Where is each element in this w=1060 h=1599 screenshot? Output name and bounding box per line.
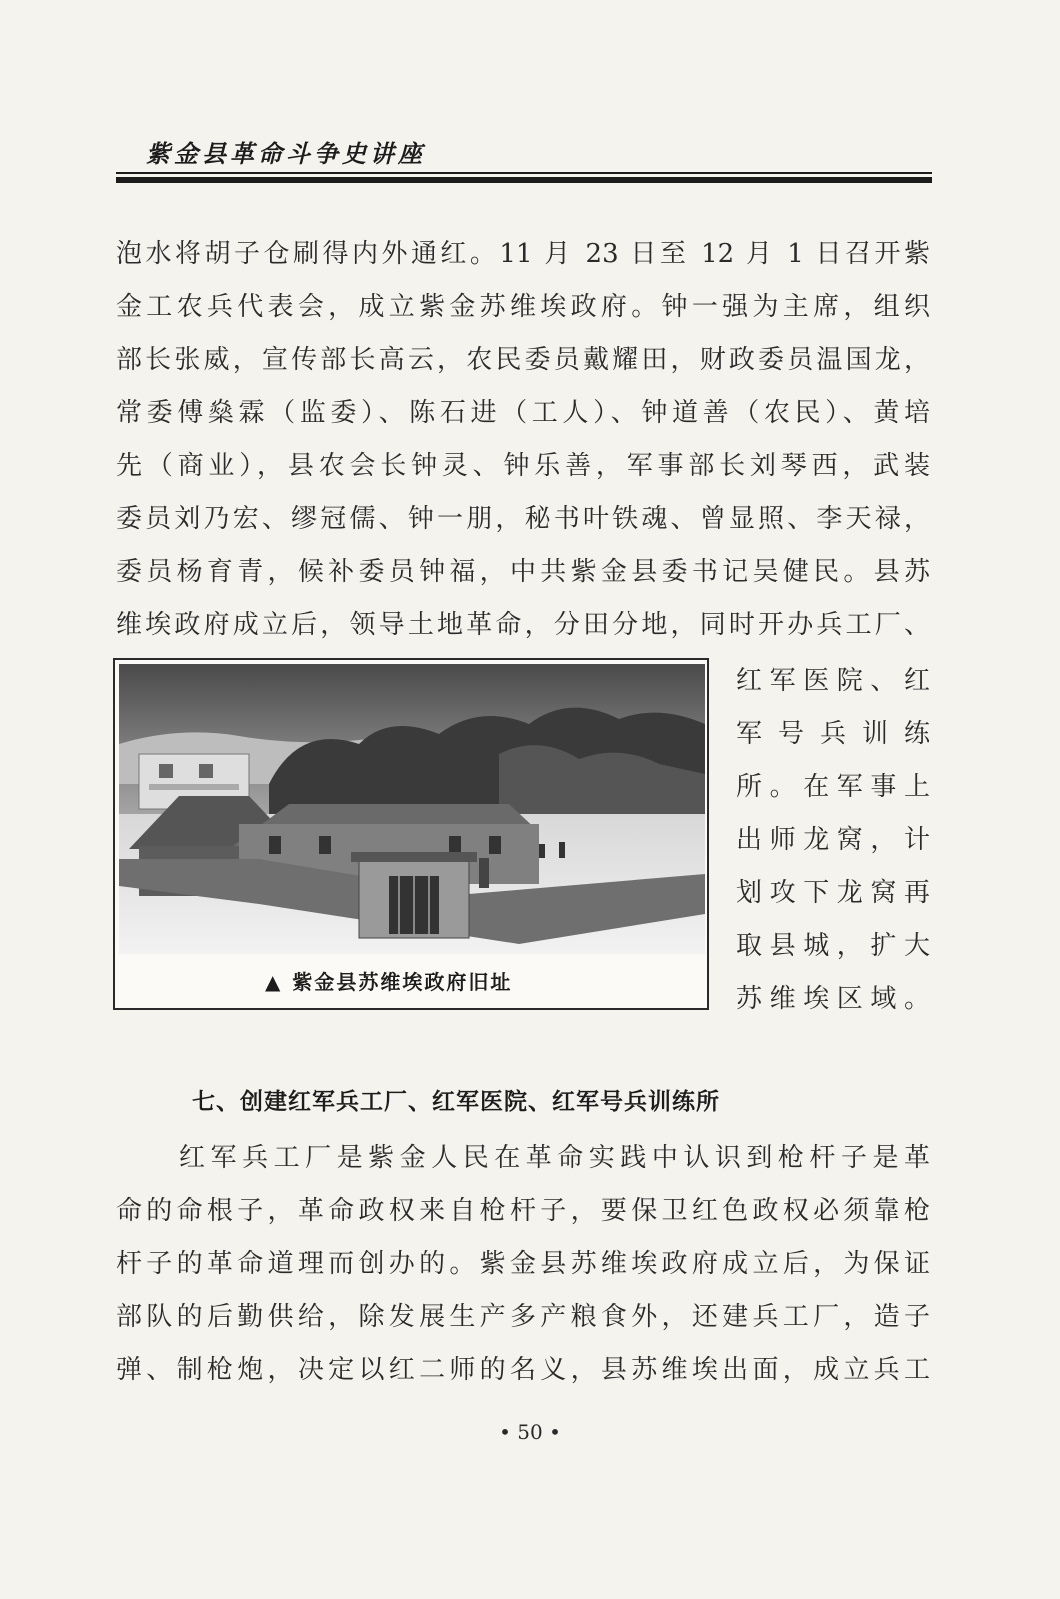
text-line: 金工农兵代表会，成立紫金苏维埃政府。钟一强为主席，组织 — [116, 292, 930, 322]
text-line: 弹、制枪炮，决定以红二师的名义，县苏维埃出面，成立兵工 — [116, 1355, 930, 1385]
text-line: 划攻下龙窝再 — [736, 878, 930, 908]
figure — [113, 658, 709, 1010]
text-line: 红军兵工厂是紫金人民在革命实践中认识到枪杆子是革 — [116, 1143, 930, 1173]
body-paragraph-1 — [116, 228, 930, 652]
header-rule-thin — [116, 172, 932, 174]
text-line: 常委傅燊霖（监委）、陈石进（工人）、钟道善（农民）、黄培 — [116, 398, 930, 428]
text-line: 部长张威，宣传部长高云，农民委员戴耀田，财政委员温国龙， — [116, 345, 930, 375]
caption-text: 紫金县苏维埃政府旧址 — [292, 970, 513, 994]
text-line: 杆子的革命道理而创办的。紫金县苏维埃政府成立后，为保证 — [116, 1249, 930, 1279]
wrap-text-column — [736, 655, 930, 1026]
section-heading: 七、创建红军兵工厂、红军医院、红军号兵训练所 — [192, 1089, 720, 1115]
body-paragraph-2 — [116, 1132, 930, 1397]
text-line: 维埃政府成立后，领导土地革命，分田分地，同时开办兵工厂、 — [116, 610, 930, 640]
header-rule-thick — [116, 177, 932, 183]
text-line: 部队的后勤供给，除发展生产多产粮食外，还建兵工厂，造子 — [116, 1302, 930, 1332]
text-line: 委员刘乃宏、缪冠儒、钟一朋，秘书叶铁魂、曾显照、李天禄， — [116, 504, 930, 534]
text-line: 委员杨育青，候补委员钟福，中共紫金县委书记吴健民。县苏 — [116, 557, 930, 587]
page-number: • 50 • — [499, 1420, 561, 1444]
text-line: 命的命根子，革命政权来自枪杆子，要保卫红色政权必须靠枪 — [116, 1196, 930, 1226]
text-line: 先（商业），县农会长钟灵、钟乐善，军事部长刘琴西，武装 — [116, 451, 930, 481]
figure-caption — [115, 966, 707, 995]
text-line: 泡水将胡子仓刷得内外通红。11 月 23 日至 12 月 1 日召开紫 — [116, 239, 930, 269]
text-line: 军号兵训练 — [736, 719, 930, 749]
text-line: 苏维埃区域。 — [736, 984, 930, 1014]
text-line: 所。在军事上 — [736, 772, 930, 802]
running-header — [116, 134, 932, 183]
header-title: 紫金县革命斗争史讲座 — [146, 140, 426, 168]
text-line: 红军医院、红 — [736, 666, 930, 696]
text-line: 出师龙窝，计 — [736, 825, 930, 855]
triangle-icon: ▲ — [265, 970, 283, 994]
building-photo — [119, 664, 705, 954]
text-line: 取县城，扩大 — [736, 931, 930, 961]
